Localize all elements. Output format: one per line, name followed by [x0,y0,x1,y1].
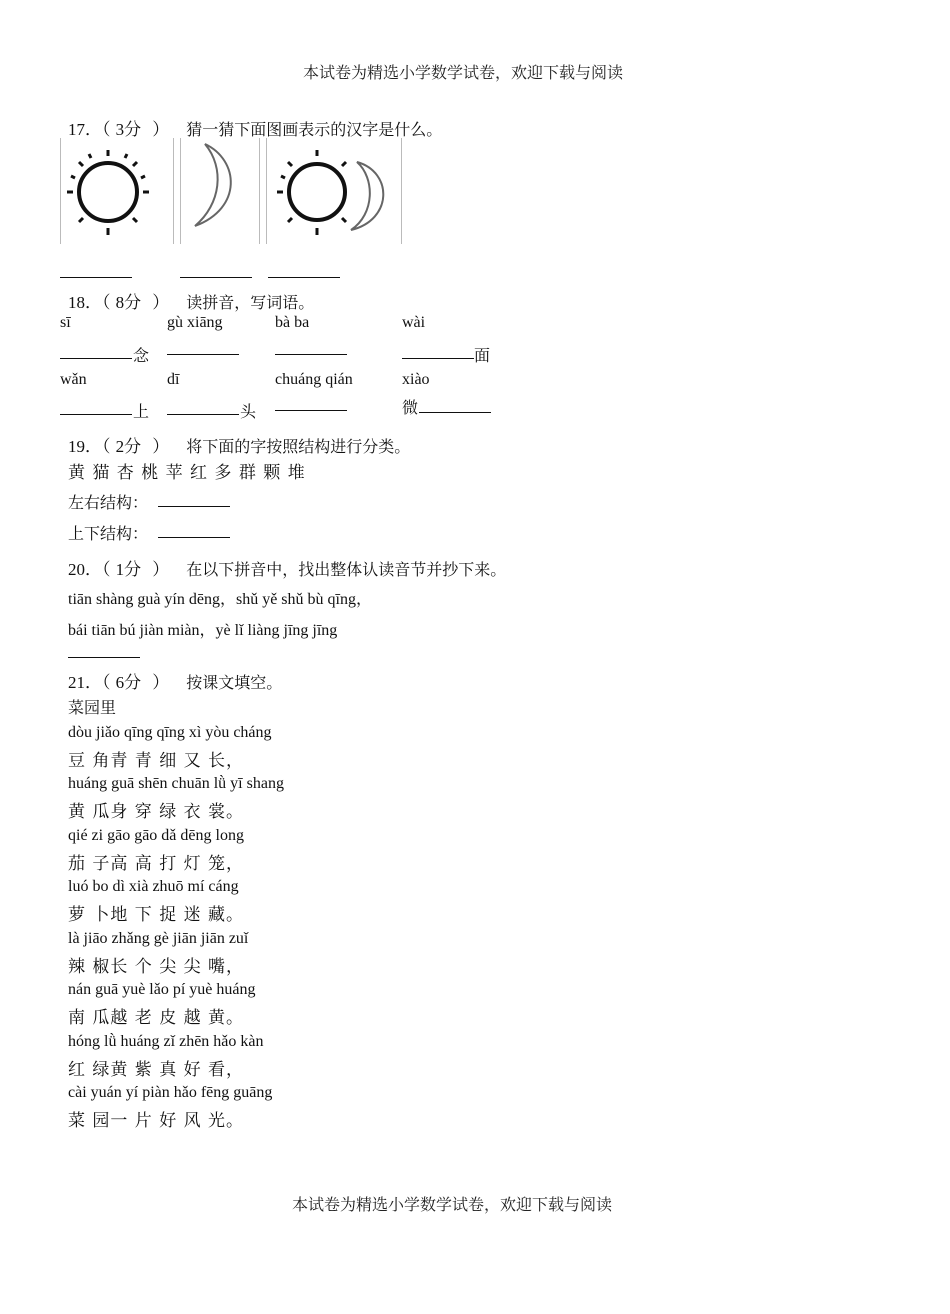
q20-number: 20．（ [68,560,111,579]
q21-line-8-text: 菜 园一 片 好 风 光。 [68,1111,245,1131]
footer-banner: 本试卷为精选小学数学试卷，欢迎下载与阅读 [292,1195,613,1214]
q21-line-6-text: 南 瓜越 老 皮 越 黄。 [68,1008,245,1028]
q20-prompt: 在以下拼音中，找出整体认读音节并抄下来。 [186,560,507,579]
q21-prompt: 按课文填空。 [186,673,283,692]
q17-answer-blank-1[interactable] [60,277,132,278]
q20-score: 1分 [115,560,142,579]
q18-prefix-wei: 微 [402,398,419,417]
q18-pinyin-wai: wài [402,314,426,331]
q21-line-5-text: 辣 椒长 个 尖 尖 嘴， [68,957,245,977]
q19-left-right-label: 左右结构： [68,493,149,512]
q18-pinyin-guxiang: gù xiāng [167,314,223,331]
q18-pinyin-si: sī [60,314,71,331]
q21-line-1-pinyin: dòu jiǎo qīng qīng xì yòu cháng [68,724,272,741]
q18-pinyin-baba: bà ba [275,314,310,331]
q18-blank-6[interactable] [167,414,239,415]
q20-pinyin-line-2: bái tiān bú jiàn miàn，yè lǐ liàng jīng jīng [68,622,338,639]
q18-suffix-shang: 上 [133,402,150,421]
q18-number: 18．（ [68,293,111,312]
q21-line-3-text: 茄 子高 高 打 灯 笼， [68,854,245,874]
q19-close: ） [152,437,170,456]
q18-suffix-tou: 头 [240,402,257,421]
q19-prompt: 将下面的字按照结构进行分类。 [186,437,411,456]
q18-pinyin-chuangqian: chuáng qián [275,371,353,388]
question-18-header [68,288,314,313]
q21-line-1-text: 豆 角青 青 细 又 长， [68,751,245,771]
q18-blank-3[interactable] [275,354,347,355]
q17-score: 3分 [115,120,142,139]
q17-answer-blank-2[interactable] [180,277,252,278]
q19-score: 2分 [115,437,142,456]
q18-blank-1[interactable] [60,358,132,359]
q18-blank-8[interactable] [419,412,491,413]
q21-line-2-text: 黄 瓜身 穿 绿 衣 裳。 [68,802,245,822]
q18-score: 8分 [115,293,142,312]
q21-score: 6分 [115,673,142,692]
q21-line-5-pinyin: là jiāo zhǎng gè jiān jiān zuǐ [68,930,249,947]
moon-icon [180,138,260,244]
q20-close: ） [152,560,170,579]
question-19-header [68,432,410,457]
question-21-header [68,668,282,693]
q21-line-7-pinyin: hóng lǜ huáng zǐ zhēn hǎo kàn [68,1033,264,1050]
q21-line-2-pinyin: huáng guā shēn chuān lǜ yī shang [68,775,284,792]
q21-line-7-text: 红 绿黄 紫 真 好 看， [68,1060,245,1080]
question-17-header [68,115,442,140]
q21-line-4-text: 萝 卜地 下 捉 迷 藏。 [68,905,245,925]
q18-prompt: 读拼音，写词语。 [186,293,315,312]
sun-and-moon-icon [266,138,402,244]
sun-icon [60,138,174,244]
q17-number: 17．（ [68,120,111,139]
q18-blank-4[interactable] [402,358,474,359]
q21-close: ） [152,673,170,692]
q18-blank-2[interactable] [167,354,239,355]
q18-pinyin-di: dī [167,371,180,388]
q21-line-8-pinyin: cài yuán yí piàn hǎo fēng guāng [68,1084,273,1101]
header-banner: 本试卷为精选小学数学试卷，欢迎下载与阅读 [303,63,624,82]
q18-pinyin-xiao: xiào [402,371,430,388]
q18-suffix-mian: 面 [474,346,491,365]
q18-close: ） [152,293,170,312]
question-20-header [68,555,506,580]
q21-line-4-pinyin: luó bo dì xià zhuō mí cáng [68,878,239,895]
q19-characters: 黄 猫 杏 桃 苹 红 多 群 颗 堆 [68,463,306,483]
q19-top-bottom-blank[interactable] [158,537,230,538]
q21-line-3-pinyin: qié zi gāo gāo dǎ dēng long [68,827,244,844]
q20-answer-blank[interactable] [68,657,140,658]
q20-pinyin-line-1: tiān shàng guà yín dēng，shǔ yě shǔ bù qīng， [68,591,372,608]
q19-left-right-blank[interactable] [158,506,230,507]
q19-number: 19．（ [68,437,111,456]
q18-blank-5[interactable] [60,414,132,415]
q17-close: ） [152,120,170,139]
q21-poem-title: 菜园里 [68,698,117,717]
q18-pinyin-wan: wǎn [60,371,87,388]
q21-number: 21．（ [68,673,111,692]
q19-top-bottom-label: 上下结构： [68,524,149,543]
q17-prompt: 猜一猜下面图画表示的汉字是什么。 [186,120,443,139]
q17-answer-blank-3[interactable] [268,277,340,278]
q18-blank-7[interactable] [275,410,347,411]
q18-suffix-nian: 念 [133,346,150,365]
q21-line-6-pinyin: nán guā yuè lǎo pí yuè huáng [68,981,256,998]
